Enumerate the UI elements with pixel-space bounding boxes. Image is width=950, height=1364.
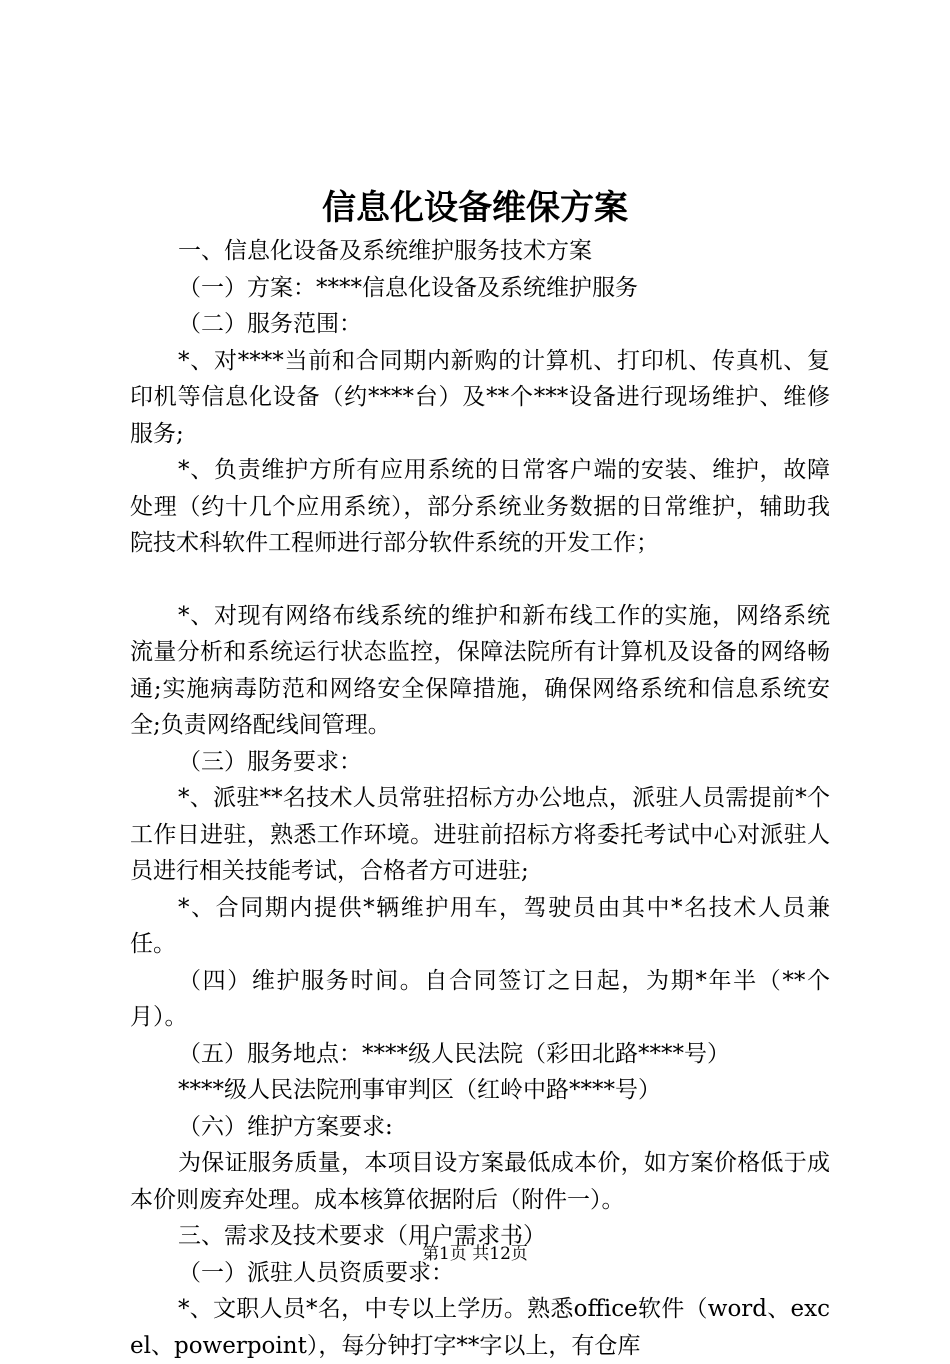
paragraph: *、对现有网络布线系统的维护和新布线工作的实施，网络系统流量分析和系统运行状态监控，保障法院所有计算机及设备的网络畅通;实施病毒防范和网络安全保障措施，确保网络系统和信息系统安全;负责网络配线间管理。: [130, 602, 830, 738]
paragraph: ****级人民法院刑事审判区（红岭中路****号）: [178, 1077, 661, 1103]
page-title: 信息化设备维保方案: [322, 188, 628, 228]
paragraph: （二）服务范围：: [178, 311, 362, 337]
page-footer: 第1页 共12页: [422, 1244, 528, 1264]
document-body: [130, 233, 830, 1364]
paragraph: （一）方案：****信息化设备及系统维护服务: [178, 274, 638, 301]
paragraph: （五）服务地点：****级人民法院（彩田北路****号）: [178, 1040, 730, 1067]
section-heading: 三、需求及技术要求（用户需求书）: [178, 1223, 546, 1249]
paragraph: 为保证服务质量，本项目设方案最低成本价，如方案价格低于成本价则废弃处理。成本核算依据附后（附件一）。: [130, 1150, 830, 1213]
paragraph: （四）维护服务时间。自合同签订之日起，为期*年半（**个月）。: [130, 967, 830, 1030]
paragraph: *、合同期内提供*辆维护用车，驾驶员由其中*名技术人员兼任。: [130, 894, 830, 957]
paragraph: *、对****当前和合同期内新购的计算机、打印机、传真机、复印机等信息化设备（约****台）及**个***设备进行现场维护、维修服务;: [130, 347, 830, 447]
paragraph: （三）服务要求：: [178, 748, 362, 775]
paragraph: *、负责维护方所有应用系统的日常客户端的安装、维护，故障处理（约十几个应用系统），部分系统业务数据的日常维护，辅助我院技术科软件工程师进行部分软件系统的开发工作；: [130, 457, 830, 556]
paragraph: *、派驻**名技术人员常驻招标方办公地点，派驻人员需提前*个工作日进驻，熟悉工作环境。进驻前招标方将委托考试中心对派驻人员进行相关技能考试，合格者方可进驻;: [130, 785, 830, 884]
paragraph: （一）派驻人员资质要求：: [178, 1259, 454, 1286]
paragraph: （六）维护方案要求:: [178, 1113, 393, 1140]
paragraph: *、文职人员*名，中专以上学历。熟悉office软件（word、excel、powerpoint），每分钟打字**字以上，有仓库: [130, 1296, 830, 1359]
section-heading: 一、信息化设备及系统维护服务技术方案: [178, 238, 592, 264]
